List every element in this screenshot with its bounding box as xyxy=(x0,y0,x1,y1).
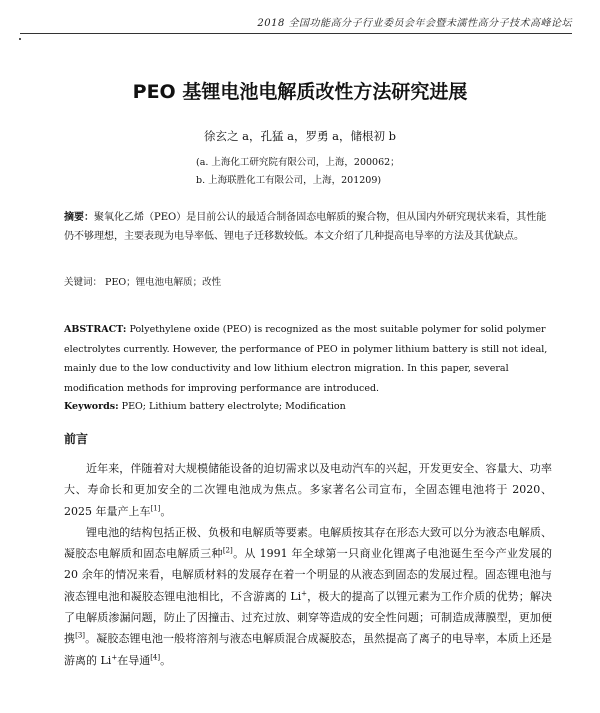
introduction-body xyxy=(64,458,552,671)
chinese-keywords xyxy=(64,274,221,288)
scan-speck xyxy=(19,38,21,40)
english-abstract xyxy=(64,320,552,399)
keywords-en-label: Keywords: xyxy=(64,401,119,412)
english-keywords xyxy=(64,401,346,412)
affiliation-b: b. 上海联胜化工有限公司，上海，201209) xyxy=(196,175,382,186)
li-ion-superscript: + xyxy=(301,589,308,598)
paragraph-2-text-2: 。从 1991 年全球第一只商业化锂离子电池诞生至今产业发展的 20 余年的情况来看，电解质材料的发展存在着一个明显的从液态到固态的发展过程。固态锂电池与液态锂电池和凝胶态锂电池相比，不含游离的 Li xyxy=(64,547,552,603)
li-ion-superscript-2: + xyxy=(111,653,118,662)
paragraph-2 xyxy=(64,522,552,671)
section-heading-introduction: 前言 xyxy=(64,432,89,446)
abstract-cn-label: 摘要： xyxy=(64,212,94,223)
conference-header: 2018 全国功能高分子行业委员会年会暨未濡性高分子技术高峰论坛 xyxy=(20,14,572,34)
abstract-en-label: ABSTRACT: xyxy=(64,324,127,335)
keywords-en-text: PEO; Lithium battery electrolyte; Modification xyxy=(121,401,346,412)
paper-title: PEO 基锂电池电解质改性方法研究进展 xyxy=(132,81,468,103)
chinese-abstract xyxy=(64,208,552,246)
keywords-cn-label: 关键词： xyxy=(64,277,103,288)
paragraph-1-tail: 。 xyxy=(160,504,172,518)
citation-3: [3] xyxy=(75,631,86,640)
citation-4: [4] xyxy=(150,653,161,662)
abstract-en-text: Polyethylene oxide (PEO) is recognized as the most suitable polymer for solid polymer electrolytes currently. However, the performance of PEO in polymer lithium battery is still not ideal, mainly due to the low conductivity and low lithium electron migration. In this paper, several modification methods for improving performance are introduced. xyxy=(64,324,548,395)
citation-2: [2] xyxy=(222,546,233,555)
paragraph-2-text-3: ，极大的提高了以锂元素为工作介质的优势；解决了电解质渗漏问题，防止了因撞击、过充过放、刺穿等造成的安全性问题；可制造成薄膜型，更加便携 xyxy=(64,589,552,646)
abstract-cn-text: 聚氧化乙烯（PEO）是目前公认的最适合制备固态电解质的聚合物，但从国内外研究现状来看，其性能仍不够理想，主要表现为电导率低、锂电子迁移数较低。本文介绍了几种提高电导率的方法及其优缺点。 xyxy=(64,212,547,242)
paragraph-2-text-6: 。 xyxy=(160,653,172,667)
paragraph-1-text: 近年来，伴随着对大规模储能设备的迫切需求以及电动汽车的兴起，开发更安全、容量大、功率大、寿命长和更加安全的二次锂电池成为焦点。多家著名公司宣布，全固态锂电池将于 2020、2025 年量产上车 xyxy=(64,462,552,518)
paragraph-2-text-1: 锂电池的结构包括正极、负极和电解质等要素。电解质按其存在形态大致可以分为液态电解质、凝胶态电解质和固态电解质三种 xyxy=(64,525,552,561)
paragraph-2-text-4: 。凝胶态锂电池一般将溶剂与液态电解质混合成凝胶态，虽然提高了离子的电导率，本质上还是游离的 Li xyxy=(64,632,553,667)
paragraph-1 xyxy=(64,458,552,522)
citation-1: [1] xyxy=(150,503,161,512)
affiliation-a: (a. 上海化工研究院有限公司，上海，200062； xyxy=(196,157,400,168)
paragraph-2-text-5: 在导通 xyxy=(117,653,151,667)
keywords-cn-text: PEO；锂电池电解质；改性 xyxy=(105,277,222,288)
author-list: 徐玄之 a，孔猛 a，罗勇 a，储根初 b xyxy=(203,129,397,143)
